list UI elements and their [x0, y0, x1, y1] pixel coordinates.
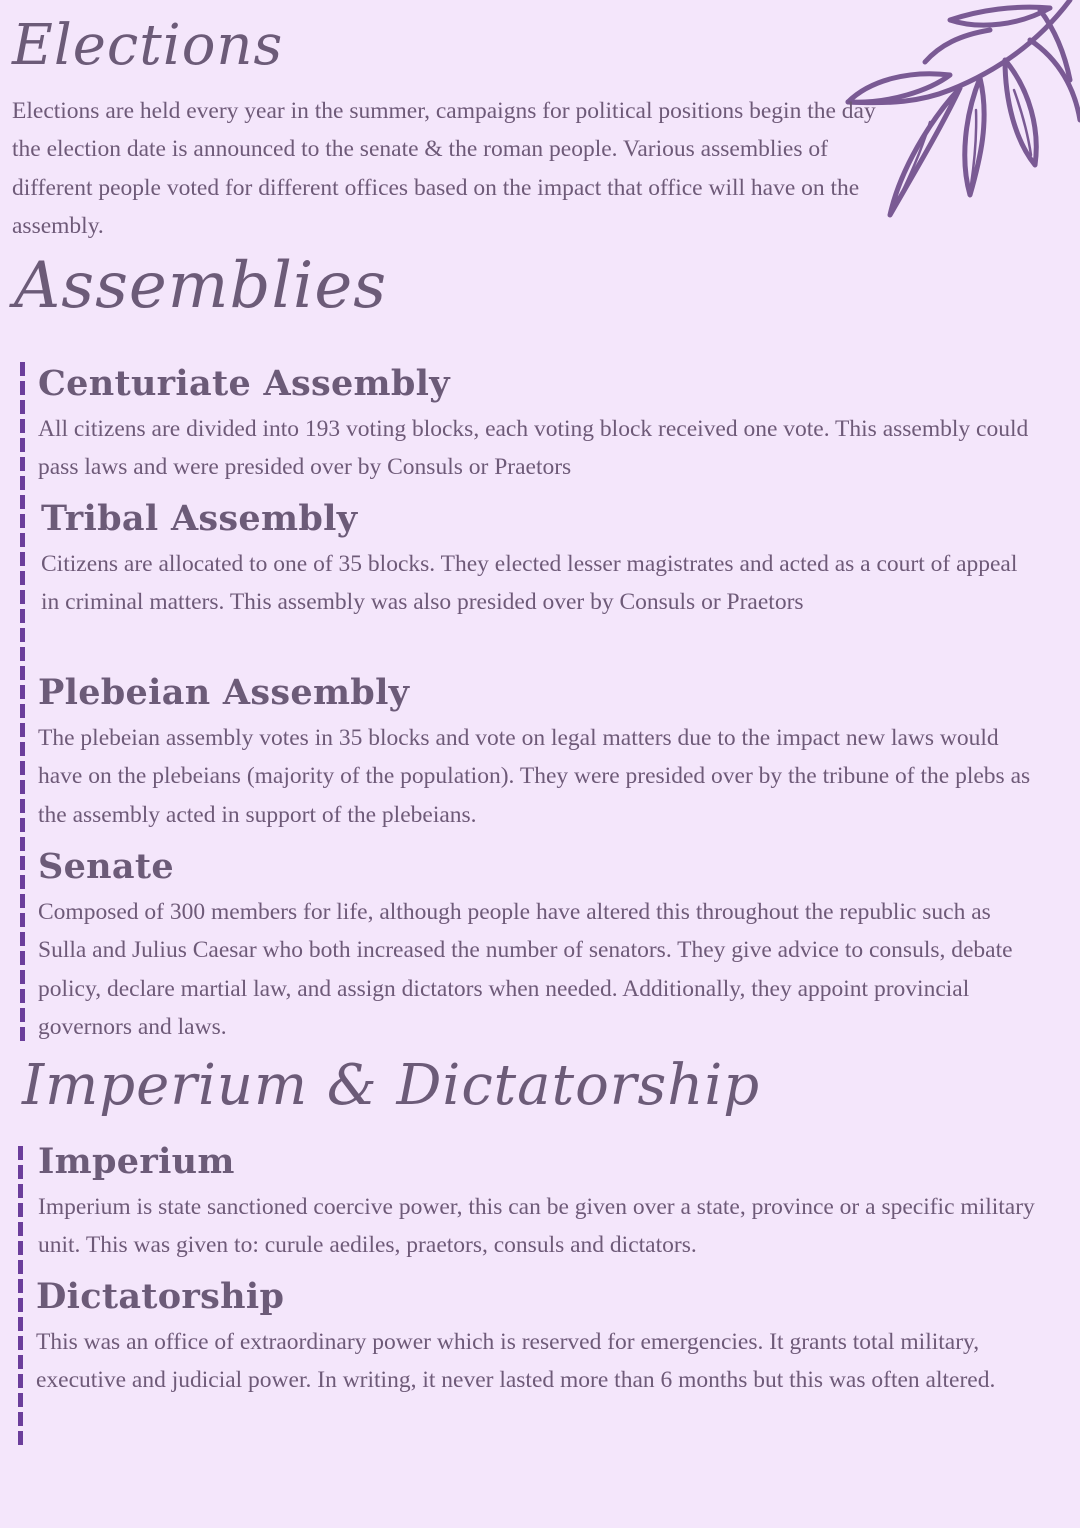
centuriate-assembly-section — [38, 362, 1038, 487]
centuriate-assembly-title: Centuriate Assembly — [38, 363, 450, 404]
elections-heading: Elections — [12, 13, 284, 78]
tribal-assembly-title: Tribal Assembly — [41, 498, 358, 539]
elections-body: Elections are held every year in the summer, campaigns for political positions begin the day the election date is announced to the senate & the roman people. Various assemblies of different people voted for different offices based on the impact that office will have on the assembly. — [12, 98, 876, 239]
tribal-assembly-section — [41, 497, 1041, 622]
assemblies-dashed-rail — [20, 362, 25, 1042]
senate-title: Senate — [38, 846, 174, 887]
centuriate-assembly-body: All citizens are divided into 193 voting blocks, each voting block received one vote. This assembly could pass laws and were presided over by Consuls or Praetors — [38, 416, 1029, 481]
assemblies-heading: Assemblies — [14, 249, 388, 323]
imperium-section — [38, 1140, 1038, 1265]
imperium-title: Imperium — [38, 1141, 235, 1182]
dictatorship-title: Dictatorship — [36, 1276, 285, 1317]
tribal-assembly-body: Citizens are allocated to one of 35 blocks. They elected lesser magistrates and acted as a court of appeal in criminal matters. This assembly was also presided over by Consuls or Praetors — [41, 551, 1018, 616]
imperium-dictatorship-heading: Imperium & Dictatorship — [22, 1053, 761, 1118]
senate-body: Composed of 300 members for life, although people have altered this throughout the republic such as Sulla and Julius Caesar who both increased the number of senators. They give advice to consuls, debate policy, declare martial law, and assign dictators when needed. Additionally, they appoint provincial governors and laws. — [38, 899, 1013, 1040]
dictatorship-body: This was an office of extraordinary power which is reserved for emergencies. It grants total military, executive and judicial power. In writing, it never lasted more than 6 months but this was often altered. — [36, 1329, 996, 1394]
imperium-body: Imperium is state sanctioned coercive power, this can be given over a state, province or a specific military unit. This was given to: curule aediles, praetors, consuls and dictators. — [38, 1194, 1035, 1259]
senate-section — [38, 845, 1038, 1046]
imperium-dashed-rail — [18, 1146, 23, 1446]
plebeian-assembly-title: Plebeian Assembly — [38, 672, 410, 713]
plebeian-assembly-section — [38, 671, 1038, 834]
dictatorship-section — [36, 1275, 1036, 1400]
plebeian-assembly-body: The plebeian assembly votes in 35 blocks and vote on legal matters due to the impact new laws would have on the plebeians (majority of the population). They were presided over by the tribune of the plebs as the assembly acted in support of the plebeians. — [38, 725, 1031, 828]
